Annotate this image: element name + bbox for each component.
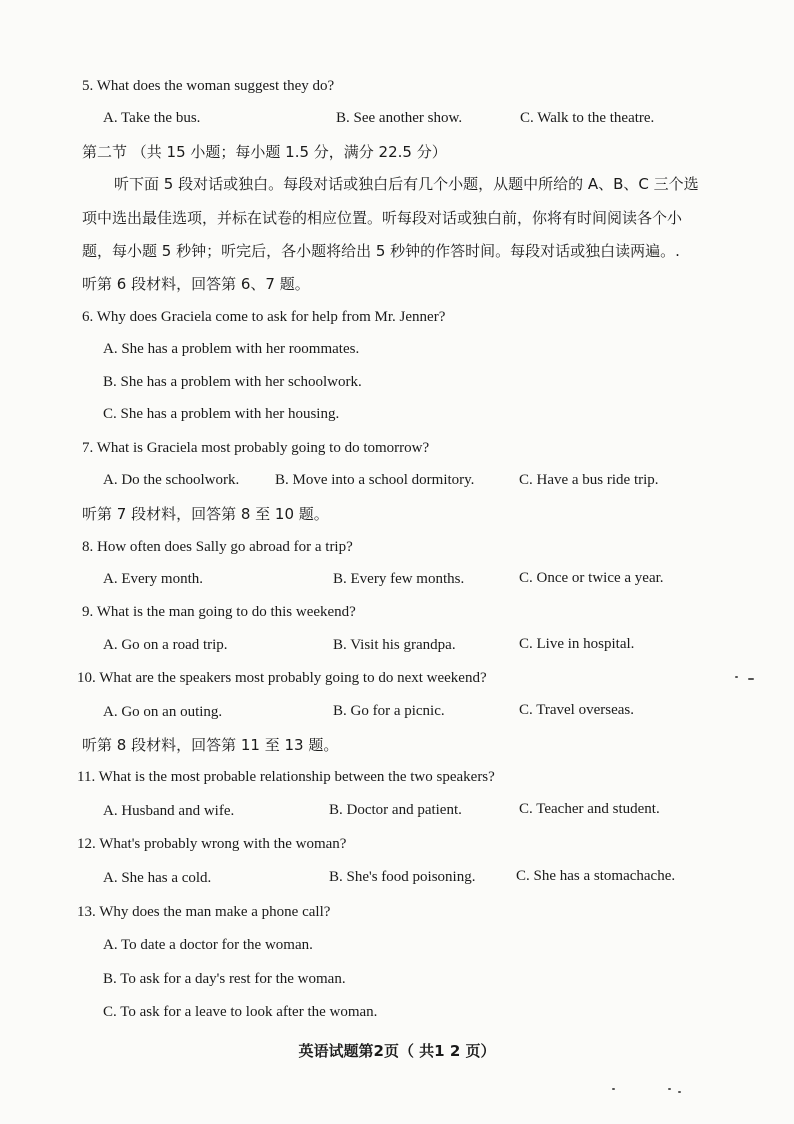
scan-speck xyxy=(612,1088,615,1090)
question-5: 5. What does the woman suggest they do? xyxy=(82,78,335,94)
q13-option-c: C. To ask for a leave to look after the woman. xyxy=(103,1004,378,1020)
material-8-heading: 听第 8 段材料，回答第 11 至 13 题。 xyxy=(82,736,339,754)
q5-option-a: A. Take the bus. xyxy=(103,110,201,126)
q12-option-a: A. She has a cold. xyxy=(103,870,212,886)
instruction-line-1: 听下面 5 段对话或独白。每段对话或独白后有几个小题，从题中所给的 A、B、C 三个选 xyxy=(114,175,699,193)
q8-option-b: B. Every few months. xyxy=(333,571,465,587)
instruction-line-3: 题，每小题 5 秒钟；听完后，各小题将给出 5 秒钟的作答时间。每段对话或独白读两遍。. xyxy=(82,242,680,260)
scan-speck xyxy=(748,678,754,680)
q10-option-c: C. Travel overseas. xyxy=(519,702,634,718)
q9-option-b: B. Visit his grandpa. xyxy=(333,637,456,653)
q7-option-a: A. Do the schoolwork. xyxy=(103,472,240,488)
question-11: 11. What is the most probable relationship between the two speakers? xyxy=(77,769,495,785)
q12-option-c: C. She has a stomachache. xyxy=(516,868,676,884)
q7-option-c: C. Have a bus ride trip. xyxy=(519,472,659,488)
page-footer: 英语试题第2页（ 共1 2 页） xyxy=(298,1042,496,1060)
q11-option-b: B. Doctor and patient. xyxy=(329,802,462,818)
q9-option-c: C. Live in hospital. xyxy=(519,636,635,652)
q10-option-a: A. Go on an outing. xyxy=(103,704,223,720)
material-6-heading: 听第 6 段材料，回答第 6、7 题。 xyxy=(82,275,310,293)
q10-option-b: B. Go for a picnic. xyxy=(333,703,445,719)
q8-option-c: C. Once or twice a year. xyxy=(519,570,664,586)
question-12: 12. What's probably wrong with the woman? xyxy=(77,836,347,852)
q12-option-b: B. She's food poisoning. xyxy=(329,869,476,885)
question-13: 13. Why does the man make a phone call? xyxy=(77,904,331,920)
q13-option-a: A. To date a doctor for the woman. xyxy=(103,937,313,953)
question-6: 6. Why does Graciela come to ask for help from Mr. Jenner? xyxy=(82,309,446,325)
q13-option-b: B. To ask for a day's rest for the woman. xyxy=(103,971,346,987)
q5-option-c: C. Walk to the theatre. xyxy=(520,110,655,126)
q8-option-a: A. Every month. xyxy=(103,571,203,587)
q11-option-a: A. Husband and wife. xyxy=(103,803,235,819)
scan-speck xyxy=(678,1091,681,1093)
q5-option-b: B. See another show. xyxy=(336,110,463,126)
instruction-line-2: 项中选出最佳选项，并标在试卷的相应位置。听每段对话或独白前，你将有时间阅读各个小 xyxy=(82,209,683,227)
q6-option-b: B. She has a problem with her schoolwork. xyxy=(103,374,362,390)
question-8: 8. How often does Sally go abroad for a trip? xyxy=(82,539,353,555)
question-9: 9. What is the man going to do this weekend? xyxy=(82,604,356,620)
q11-option-c: C. Teacher and student. xyxy=(519,801,660,817)
scan-speck xyxy=(735,676,738,678)
q7-option-b: B. Move into a school dormitory. xyxy=(275,472,475,488)
section-2-heading: 第二节 （共 15 小题；每小题 1.5 分，满分 22.5 分） xyxy=(82,143,447,161)
question-10: 10. What are the speakers most probably going to do next weekend? xyxy=(77,670,487,686)
scan-speck xyxy=(668,1088,671,1090)
q9-option-a: A. Go on a road trip. xyxy=(103,637,228,653)
question-7: 7. What is Graciela most probably going to do tomorrow? xyxy=(82,440,430,456)
material-7-heading: 听第 7 段材料，回答第 8 至 10 题。 xyxy=(82,505,329,523)
q6-option-a: A. She has a problem with her roommates. xyxy=(103,341,360,357)
q6-option-c: C. She has a problem with her housing. xyxy=(103,406,340,422)
